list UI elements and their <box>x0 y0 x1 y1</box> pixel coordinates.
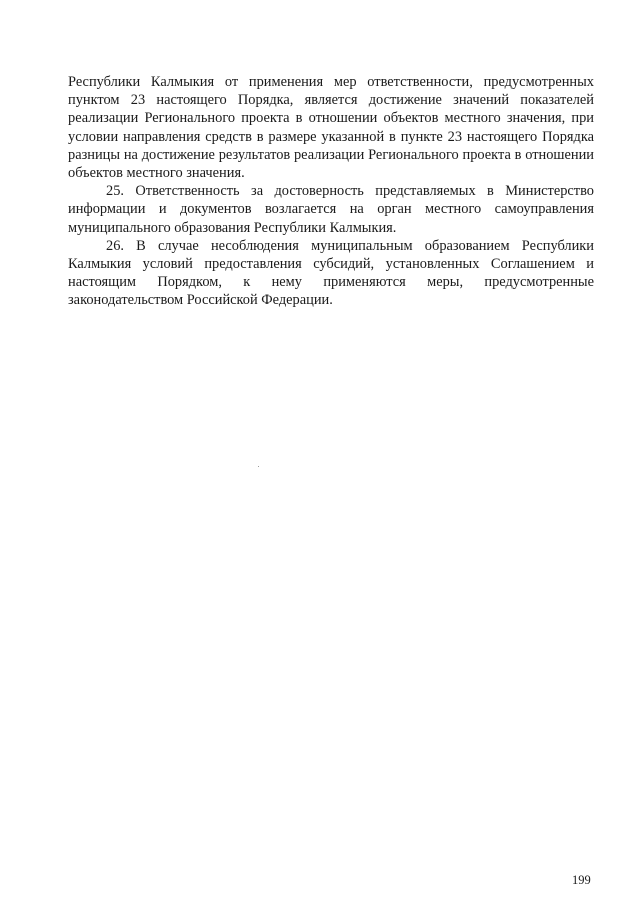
page-number: 199 <box>572 873 591 887</box>
paragraph-item-26: 26. В случае несоблюдения муниципальным образованием Республики Калмыкия условий предоставления субсидий, установленных Соглашением и настоящим Порядком, к нему применяются меры, предусмотренные законодательством Российской Федерации. <box>68 237 594 309</box>
body-text <box>68 73 594 310</box>
paragraph-item-25: 25. Ответственность за достоверность представляемых в Министерство информации и документов возлагается на орган местного самоуправления муниципального образования Республики Калмыкия. <box>68 183 594 236</box>
scan-speck <box>258 466 259 467</box>
paragraph-continuation: Республики Калмыкия от применения мер ответственности, предусмотренных пунктом 23 настоящего Порядка, является достижение значений показателей реализации Регионального проекта в отношении объектов местного значения, при условии направления средств в размере указанной в пункте 23 настоящего Порядка разницы на достижение результатов реализации Регионального проекта в отношении объектов местного значения. <box>68 74 594 182</box>
